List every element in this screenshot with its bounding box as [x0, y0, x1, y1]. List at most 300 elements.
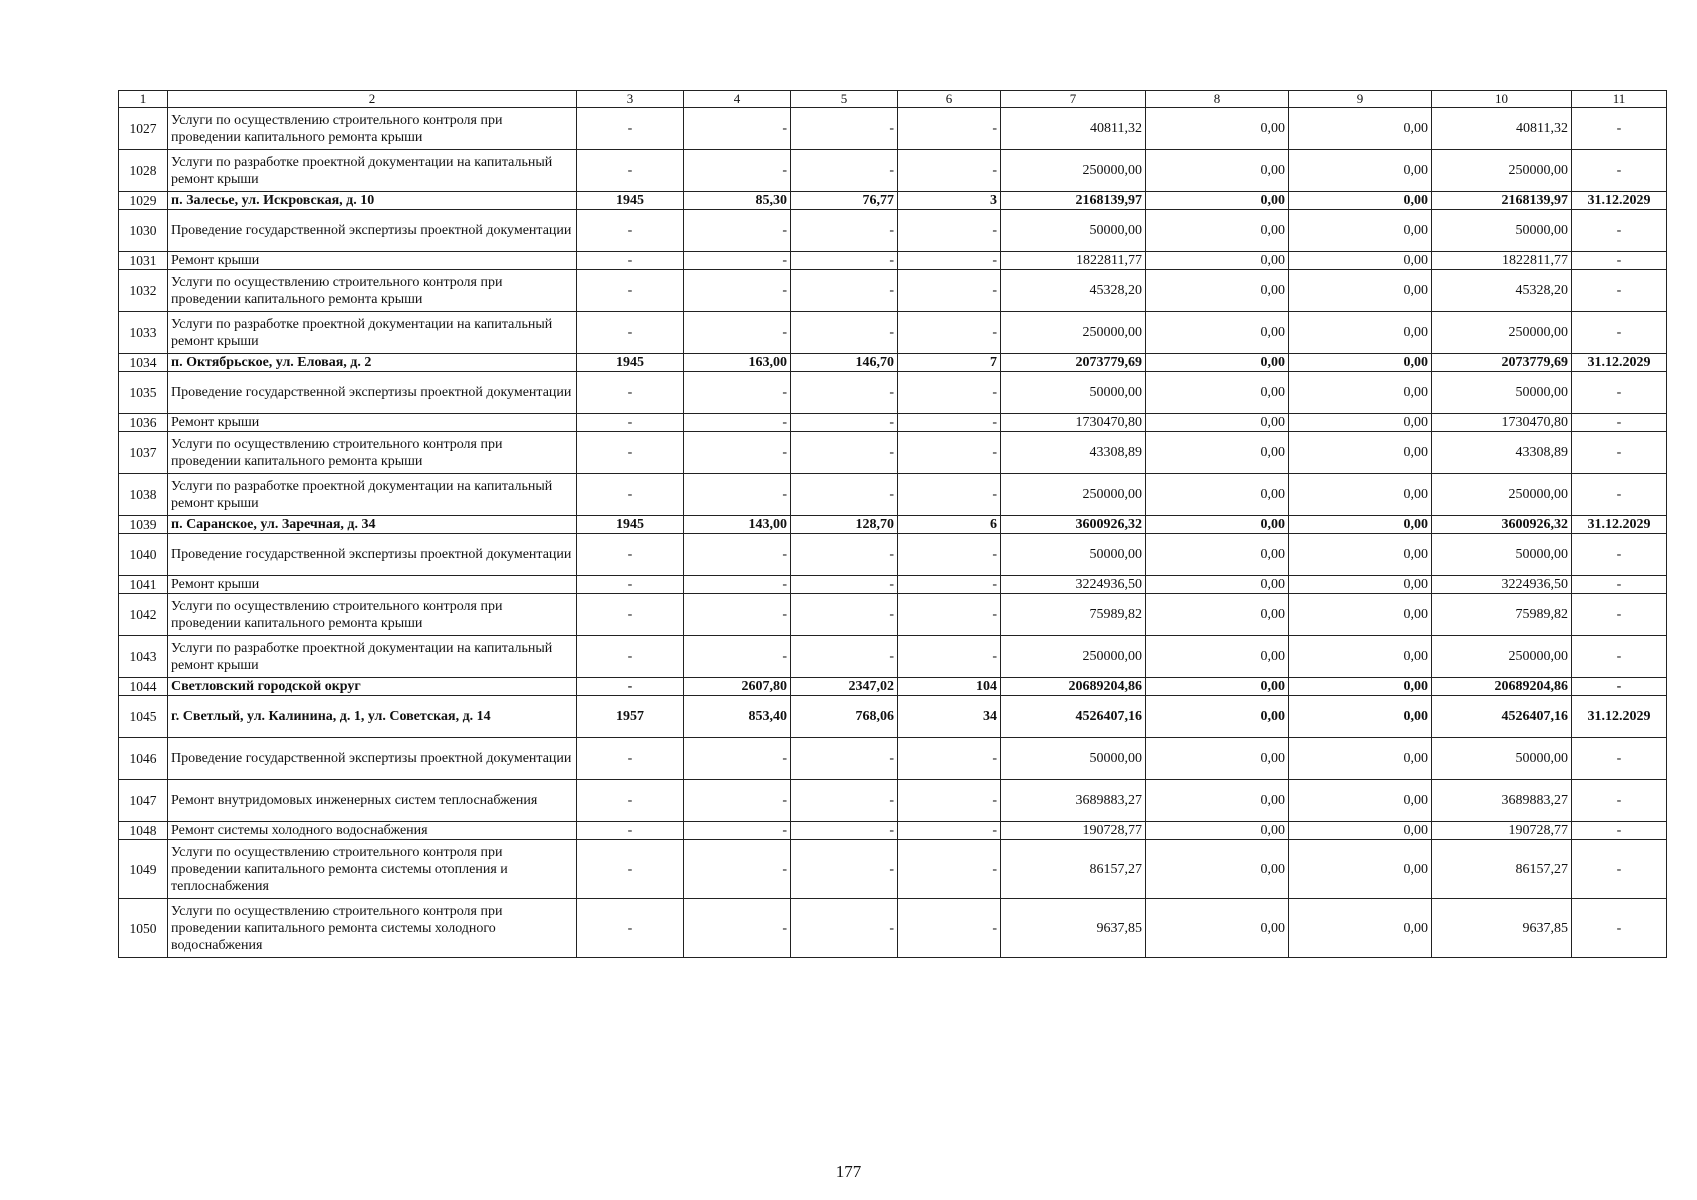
cell-value: - — [791, 576, 898, 594]
header-cell: 5 — [791, 91, 898, 108]
cell-value: 45328,20 — [1001, 270, 1146, 312]
cell-value: 853,40 — [684, 696, 791, 738]
table-row — [119, 414, 1667, 432]
table-row — [119, 840, 1667, 899]
cell-value: 250000,00 — [1432, 150, 1572, 192]
cell-value: 0,00 — [1289, 899, 1432, 958]
cell-value: 2168139,97 — [1001, 192, 1146, 210]
cell-value: 0,00 — [1146, 414, 1289, 432]
cell-value: 0,00 — [1289, 576, 1432, 594]
cell-value: 1945 — [577, 192, 684, 210]
cell-value: - — [684, 372, 791, 414]
cell-value: - — [791, 822, 898, 840]
cell-value: 40811,32 — [1001, 108, 1146, 150]
cell-value: - — [1572, 594, 1667, 636]
cell-value: 0,00 — [1146, 576, 1289, 594]
table-row — [119, 594, 1667, 636]
cell-value: - — [791, 372, 898, 414]
cell-value: - — [577, 678, 684, 696]
cell-value: 250000,00 — [1001, 474, 1146, 516]
row-number: 1029 — [119, 192, 168, 210]
item-name: Проведение государственной экспертизы проектной документации — [168, 372, 577, 414]
cell-value: 250000,00 — [1001, 312, 1146, 354]
cell-value: - — [1572, 636, 1667, 678]
cell-value: - — [1572, 899, 1667, 958]
item-name: Услуги по разработке проектной документации на капитальный ремонт крыши — [168, 150, 577, 192]
row-number: 1038 — [119, 474, 168, 516]
cell-value: 3600926,32 — [1432, 516, 1572, 534]
cell-value: 2073779,69 — [1432, 354, 1572, 372]
header-cell: 2 — [168, 91, 577, 108]
cell-value: 4526407,16 — [1001, 696, 1146, 738]
cell-value: 0,00 — [1146, 636, 1289, 678]
cell-value: 0,00 — [1289, 108, 1432, 150]
cell-value: - — [1572, 210, 1667, 252]
table-row — [119, 899, 1667, 958]
cell-value: 4526407,16 — [1432, 696, 1572, 738]
item-name: п. Октябрьское, ул. Еловая, д. 2 — [168, 354, 577, 372]
cell-value: 50000,00 — [1432, 534, 1572, 576]
row-number: 1037 — [119, 432, 168, 474]
cell-value: 0,00 — [1289, 534, 1432, 576]
cell-value: - — [684, 432, 791, 474]
cell-value: 128,70 — [791, 516, 898, 534]
cell-value: 86157,27 — [1001, 840, 1146, 899]
cell-value: - — [898, 252, 1001, 270]
cell-value: 43308,89 — [1432, 432, 1572, 474]
cell-value: - — [898, 270, 1001, 312]
item-name: Услуги по осуществлению строительного контроля при проведении капитального ремонта крыши — [168, 594, 577, 636]
cell-value: - — [791, 150, 898, 192]
cell-value: - — [1572, 780, 1667, 822]
cell-value: - — [577, 372, 684, 414]
cell-value: - — [898, 840, 1001, 899]
row-number: 1049 — [119, 840, 168, 899]
row-number: 1045 — [119, 696, 168, 738]
cell-value: 0,00 — [1146, 534, 1289, 576]
cell-value: - — [791, 312, 898, 354]
cell-value: - — [1572, 840, 1667, 899]
cell-value: 9637,85 — [1001, 899, 1146, 958]
row-number: 1050 — [119, 899, 168, 958]
cell-value: 20689204,86 — [1432, 678, 1572, 696]
cell-value: 250000,00 — [1432, 312, 1572, 354]
cell-value: - — [898, 432, 1001, 474]
table-row — [119, 678, 1667, 696]
cell-value: 50000,00 — [1001, 738, 1146, 780]
cell-value: - — [898, 594, 1001, 636]
cell-value: 250000,00 — [1432, 636, 1572, 678]
cell-value: 0,00 — [1289, 840, 1432, 899]
cell-value: 43308,89 — [1001, 432, 1146, 474]
row-number: 1027 — [119, 108, 168, 150]
cell-value: 0,00 — [1146, 780, 1289, 822]
cell-value: - — [684, 822, 791, 840]
cell-value: 0,00 — [1146, 840, 1289, 899]
cell-value: 1945 — [577, 516, 684, 534]
cell-value: 3689883,27 — [1432, 780, 1572, 822]
item-name: п. Залесье, ул. Искровская, д. 10 — [168, 192, 577, 210]
cell-value: 0,00 — [1289, 414, 1432, 432]
cell-value: 0,00 — [1289, 192, 1432, 210]
cell-value: 0,00 — [1289, 432, 1432, 474]
cell-value: 250000,00 — [1432, 474, 1572, 516]
header-cell: 4 — [684, 91, 791, 108]
cell-value: - — [1572, 414, 1667, 432]
cell-value: - — [791, 636, 898, 678]
cell-value: - — [898, 312, 1001, 354]
cell-value: - — [684, 312, 791, 354]
cell-value: - — [898, 899, 1001, 958]
cell-value: 31.12.2029 — [1572, 192, 1667, 210]
cell-value: 0,00 — [1146, 192, 1289, 210]
cell-value: 0,00 — [1146, 594, 1289, 636]
item-name: г. Светлый, ул. Калинина, д. 1, ул. Советская, д. 14 — [168, 696, 577, 738]
cell-value: - — [1572, 576, 1667, 594]
cell-value: - — [1572, 738, 1667, 780]
row-number: 1046 — [119, 738, 168, 780]
cell-value: - — [791, 252, 898, 270]
item-name: Проведение государственной экспертизы проектной документации — [168, 210, 577, 252]
item-name: Услуги по разработке проектной документации на капитальный ремонт крыши — [168, 474, 577, 516]
cell-value: 3224936,50 — [1001, 576, 1146, 594]
cell-value: 0,00 — [1289, 696, 1432, 738]
cell-value: 0,00 — [1146, 432, 1289, 474]
cell-value: 75989,82 — [1432, 594, 1572, 636]
item-name: Услуги по разработке проектной документации на капитальный ремонт крыши — [168, 636, 577, 678]
cell-value: - — [1572, 432, 1667, 474]
table-row — [119, 210, 1667, 252]
page-number: 177 — [835, 1162, 862, 1181]
cell-value: - — [577, 636, 684, 678]
cell-value: - — [1572, 270, 1667, 312]
header-cell: 7 — [1001, 91, 1146, 108]
cell-value: 0,00 — [1289, 252, 1432, 270]
header-row — [119, 91, 1667, 108]
cell-value: - — [791, 840, 898, 899]
cell-value: - — [577, 312, 684, 354]
cell-value: - — [1572, 474, 1667, 516]
cell-value: - — [577, 899, 684, 958]
cell-value: - — [898, 414, 1001, 432]
cell-value: - — [791, 899, 898, 958]
cell-value: 0,00 — [1289, 312, 1432, 354]
table-row — [119, 474, 1667, 516]
cell-value: 50000,00 — [1432, 738, 1572, 780]
row-number: 1035 — [119, 372, 168, 414]
cell-value: 0,00 — [1146, 899, 1289, 958]
cell-value: - — [898, 474, 1001, 516]
cell-value: 85,30 — [684, 192, 791, 210]
item-name: Ремонт крыши — [168, 414, 577, 432]
cell-value: 1730470,80 — [1432, 414, 1572, 432]
cell-value: 9637,85 — [1432, 899, 1572, 958]
header-cell: 3 — [577, 91, 684, 108]
cell-value: - — [1572, 822, 1667, 840]
cell-value: - — [577, 840, 684, 899]
cell-value: - — [1572, 534, 1667, 576]
cell-value: 20689204,86 — [1001, 678, 1146, 696]
cell-value: 0,00 — [1146, 474, 1289, 516]
table-row — [119, 432, 1667, 474]
cell-value: - — [684, 414, 791, 432]
cell-value: - — [577, 738, 684, 780]
cell-value: 50000,00 — [1001, 210, 1146, 252]
item-name: Ремонт системы холодного водоснабжения — [168, 822, 577, 840]
cell-value: - — [684, 840, 791, 899]
cell-value: 0,00 — [1146, 738, 1289, 780]
cell-value: - — [791, 594, 898, 636]
cell-value: - — [791, 432, 898, 474]
table-row — [119, 822, 1667, 840]
table-row — [119, 354, 1667, 372]
cell-value: 50000,00 — [1432, 210, 1572, 252]
cell-value: - — [684, 636, 791, 678]
cell-value: - — [791, 780, 898, 822]
cell-value: - — [577, 150, 684, 192]
cell-value: 0,00 — [1289, 738, 1432, 780]
cell-value: 76,77 — [791, 192, 898, 210]
cell-value: 2607,80 — [684, 678, 791, 696]
table-row — [119, 534, 1667, 576]
item-name: Проведение государственной экспертизы проектной документации — [168, 534, 577, 576]
cell-value: 0,00 — [1289, 594, 1432, 636]
cell-value: 0,00 — [1289, 516, 1432, 534]
item-name: Услуги по осуществлению строительного контроля при проведении капитального ремонта крыши — [168, 270, 577, 312]
cell-value: 6 — [898, 516, 1001, 534]
cell-value: 104 — [898, 678, 1001, 696]
cell-value: 1730470,80 — [1001, 414, 1146, 432]
cell-value: - — [577, 780, 684, 822]
item-name: Услуги по осуществлению строительного контроля при проведении капитального ремонта системы отопления и теплоснабжения — [168, 840, 577, 899]
cell-value: 34 — [898, 696, 1001, 738]
item-name: Светловский городской округ — [168, 678, 577, 696]
table-row — [119, 150, 1667, 192]
row-number: 1034 — [119, 354, 168, 372]
table-row — [119, 192, 1667, 210]
cell-value: 0,00 — [1289, 780, 1432, 822]
cell-value: 143,00 — [684, 516, 791, 534]
header-cell: 9 — [1289, 91, 1432, 108]
header-cell: 10 — [1432, 91, 1572, 108]
item-name: Ремонт внутридомовых инженерных систем теплоснабжения — [168, 780, 577, 822]
item-name: Ремонт крыши — [168, 252, 577, 270]
cell-value: 3224936,50 — [1432, 576, 1572, 594]
cell-value: - — [791, 210, 898, 252]
cell-value: 0,00 — [1146, 312, 1289, 354]
cell-value: 0,00 — [1289, 822, 1432, 840]
cell-value: 3689883,27 — [1001, 780, 1146, 822]
row-number: 1043 — [119, 636, 168, 678]
cell-value: - — [577, 474, 684, 516]
cell-value: - — [684, 210, 791, 252]
cell-value: 163,00 — [684, 354, 791, 372]
cell-value: 1822811,77 — [1001, 252, 1146, 270]
cell-value: 0,00 — [1146, 354, 1289, 372]
item-name: Услуги по разработке проектной документации на капитальный ремонт крыши — [168, 312, 577, 354]
row-number: 1044 — [119, 678, 168, 696]
cell-value: 45328,20 — [1432, 270, 1572, 312]
cell-value: - — [577, 210, 684, 252]
table-row — [119, 252, 1667, 270]
cell-value: 146,70 — [791, 354, 898, 372]
table-row — [119, 312, 1667, 354]
cell-value: 0,00 — [1146, 678, 1289, 696]
header-cell: 6 — [898, 91, 1001, 108]
cell-value: 31.12.2029 — [1572, 354, 1667, 372]
cell-value: - — [577, 252, 684, 270]
cell-value: 1945 — [577, 354, 684, 372]
item-name: Проведение государственной экспертизы проектной документации — [168, 738, 577, 780]
cell-value: - — [577, 270, 684, 312]
cell-value: - — [684, 780, 791, 822]
cell-value: - — [791, 414, 898, 432]
table-row — [119, 372, 1667, 414]
cell-value: 250000,00 — [1001, 150, 1146, 192]
table-row — [119, 696, 1667, 738]
row-number: 1032 — [119, 270, 168, 312]
cell-value: 40811,32 — [1432, 108, 1572, 150]
cell-value: - — [898, 534, 1001, 576]
cell-value: 0,00 — [1289, 150, 1432, 192]
cell-value: 0,00 — [1289, 210, 1432, 252]
cell-value: 0,00 — [1289, 270, 1432, 312]
table-row — [119, 576, 1667, 594]
table-row — [119, 636, 1667, 678]
cell-value: - — [898, 822, 1001, 840]
cell-value: - — [577, 594, 684, 636]
cell-value: - — [577, 432, 684, 474]
item-name: Услуги по осуществлению строительного контроля при проведении капитального ремонта системы холодного водоснабжения — [168, 899, 577, 958]
cell-value: - — [791, 108, 898, 150]
cell-value: 75989,82 — [1001, 594, 1146, 636]
cell-value: 0,00 — [1146, 822, 1289, 840]
row-number: 1031 — [119, 252, 168, 270]
row-number: 1042 — [119, 594, 168, 636]
row-number: 1047 — [119, 780, 168, 822]
cell-value: - — [684, 252, 791, 270]
cell-value: 3 — [898, 192, 1001, 210]
row-number: 1033 — [119, 312, 168, 354]
cell-value: 50000,00 — [1001, 372, 1146, 414]
cell-value: - — [898, 636, 1001, 678]
cell-value: 0,00 — [1289, 474, 1432, 516]
cell-value: - — [684, 474, 791, 516]
header-cell: 11 — [1572, 91, 1667, 108]
cell-value: - — [791, 270, 898, 312]
table-row — [119, 516, 1667, 534]
cell-value: - — [791, 534, 898, 576]
cell-value: 2168139,97 — [1432, 192, 1572, 210]
cell-value: 0,00 — [1146, 696, 1289, 738]
cell-value: 31.12.2029 — [1572, 516, 1667, 534]
cell-value: 0,00 — [1146, 270, 1289, 312]
cell-value: - — [684, 108, 791, 150]
cell-value: 0,00 — [1146, 150, 1289, 192]
table-row — [119, 108, 1667, 150]
cell-value: 2347,02 — [791, 678, 898, 696]
cell-value: - — [1572, 252, 1667, 270]
row-number: 1030 — [119, 210, 168, 252]
cell-value: 50000,00 — [1001, 534, 1146, 576]
cell-value: 190728,77 — [1432, 822, 1572, 840]
header-cell: 8 — [1146, 91, 1289, 108]
cell-value: - — [1572, 108, 1667, 150]
row-number: 1028 — [119, 150, 168, 192]
cell-value: 3600926,32 — [1001, 516, 1146, 534]
row-number: 1036 — [119, 414, 168, 432]
cell-value: - — [898, 576, 1001, 594]
item-name: Услуги по осуществлению строительного контроля при проведении капитального ремонта крыши — [168, 432, 577, 474]
cell-value: - — [898, 780, 1001, 822]
cell-value: 0,00 — [1289, 678, 1432, 696]
cell-value: - — [684, 576, 791, 594]
cell-value: 0,00 — [1146, 516, 1289, 534]
cell-value: 190728,77 — [1001, 822, 1146, 840]
cell-value: - — [577, 414, 684, 432]
row-number: 1048 — [119, 822, 168, 840]
cell-value: 0,00 — [1146, 372, 1289, 414]
cell-value: 1822811,77 — [1432, 252, 1572, 270]
cell-value: - — [1572, 312, 1667, 354]
row-number: 1039 — [119, 516, 168, 534]
table-row — [119, 270, 1667, 312]
cell-value: 0,00 — [1289, 636, 1432, 678]
cell-value: 250000,00 — [1001, 636, 1146, 678]
cell-value: - — [684, 594, 791, 636]
data-table — [118, 90, 1667, 958]
cell-value: 2073779,69 — [1001, 354, 1146, 372]
cell-value: 0,00 — [1289, 372, 1432, 414]
cell-value: - — [577, 108, 684, 150]
header-cell: 1 — [119, 91, 168, 108]
cell-value: 86157,27 — [1432, 840, 1572, 899]
cell-value: 0,00 — [1146, 252, 1289, 270]
cell-value: - — [898, 738, 1001, 780]
cell-value: 7 — [898, 354, 1001, 372]
cell-value: - — [898, 210, 1001, 252]
cell-value: - — [898, 372, 1001, 414]
cell-value: - — [577, 576, 684, 594]
item-name: Ремонт крыши — [168, 576, 577, 594]
cell-value: 768,06 — [791, 696, 898, 738]
row-number: 1040 — [119, 534, 168, 576]
item-name: Услуги по осуществлению строительного контроля при проведении капитального ремонта крыши — [168, 108, 577, 150]
table-row — [119, 738, 1667, 780]
cell-value: - — [1572, 678, 1667, 696]
table-row — [119, 780, 1667, 822]
cell-value: - — [898, 108, 1001, 150]
cell-value: - — [684, 899, 791, 958]
cell-value: - — [1572, 372, 1667, 414]
cell-value: - — [1572, 150, 1667, 192]
cell-value: - — [791, 738, 898, 780]
cell-value: 1957 — [577, 696, 684, 738]
cell-value: - — [577, 822, 684, 840]
cell-value: - — [684, 270, 791, 312]
cell-value: 31.12.2029 — [1572, 696, 1667, 738]
cell-value: 50000,00 — [1432, 372, 1572, 414]
cell-value: - — [791, 474, 898, 516]
item-name: п. Саранское, ул. Заречная, д. 34 — [168, 516, 577, 534]
cell-value: 0,00 — [1289, 354, 1432, 372]
cell-value: 0,00 — [1146, 108, 1289, 150]
cell-value: - — [684, 534, 791, 576]
cell-value: 0,00 — [1146, 210, 1289, 252]
cell-value: - — [684, 738, 791, 780]
cell-value: - — [898, 150, 1001, 192]
row-number: 1041 — [119, 576, 168, 594]
